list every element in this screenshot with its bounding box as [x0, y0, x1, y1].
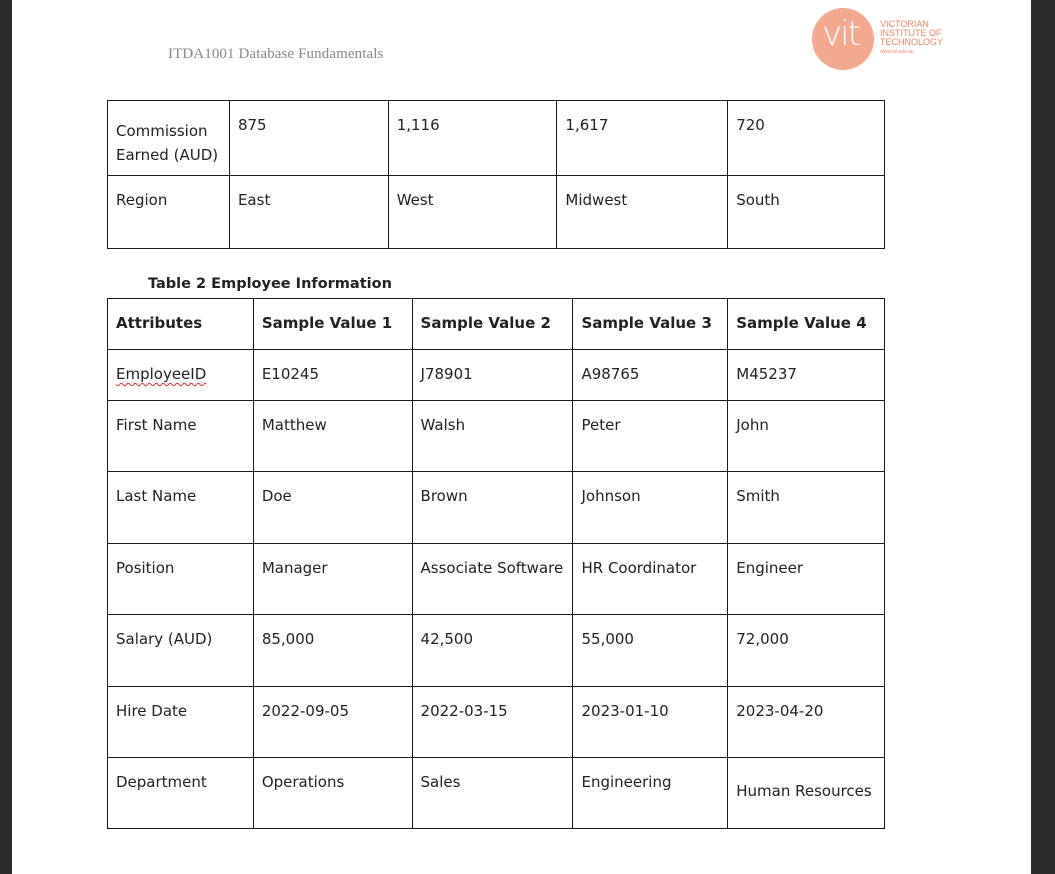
cell: Johnson [573, 472, 728, 544]
cell: 55,000 [573, 615, 728, 687]
cell: South [728, 176, 885, 249]
cell: Manager [253, 544, 412, 615]
document-page [12, 0, 1031, 874]
cell: 875 [229, 101, 388, 176]
logo-url: www.vit.edu.au [880, 49, 914, 55]
cell: 42,500 [412, 615, 573, 687]
header-cell: Sample Value 2 [412, 299, 573, 350]
cell: HR Coordinator [573, 544, 728, 615]
cell: East [229, 176, 388, 249]
header-cell: Attributes [108, 299, 254, 350]
row-label: Salary (AUD) [108, 615, 254, 687]
row-label: Department [108, 758, 254, 829]
table-row [108, 176, 885, 249]
table-row [108, 544, 885, 615]
table-row [108, 615, 885, 687]
course-header: ITDA1001 Database Fundamentals [168, 46, 384, 62]
row-label-text: EmployeeID [116, 365, 207, 383]
cell: 2022-09-05 [253, 687, 412, 758]
cell: Walsh [412, 401, 573, 472]
cell: Midwest [557, 176, 728, 249]
cell: E10245 [253, 350, 412, 401]
cell: Brown [412, 472, 573, 544]
cell: John [728, 401, 885, 472]
cell: 2023-01-10 [573, 687, 728, 758]
table-row [108, 687, 885, 758]
commission-table [107, 100, 885, 249]
header-cell: Sample Value 3 [573, 299, 728, 350]
row-label: Last Name [108, 472, 254, 544]
cell: J78901 [412, 350, 573, 401]
cell: 1,116 [388, 101, 557, 176]
logo-mark: vit [822, 14, 859, 54]
cell: Sales [412, 758, 573, 829]
header-cell: Sample Value 4 [728, 299, 885, 350]
cell: Human Resources [728, 758, 885, 829]
table-row [108, 758, 885, 829]
cell: Associate Software [412, 544, 573, 615]
cell: 2023-04-20 [728, 687, 885, 758]
table-caption: Table 2 Employee Information [148, 276, 392, 292]
cell: A98765 [573, 350, 728, 401]
cell: M45237 [728, 350, 885, 401]
cell: Smith [728, 472, 885, 544]
logo-name: VICTORIAN INSTITUTE OF TECHNOLOGY [880, 19, 944, 47]
table-row [108, 101, 885, 176]
cell: 85,000 [253, 615, 412, 687]
row-label: First Name [108, 401, 254, 472]
row-label: Commission Earned (AUD) [108, 101, 230, 176]
cell: 1,617 [557, 101, 728, 176]
table-row [108, 350, 885, 401]
cell: Engineering [573, 758, 728, 829]
cell: 72,000 [728, 615, 885, 687]
employee-table [107, 298, 885, 829]
table-row [108, 401, 885, 472]
cell: 2022-03-15 [412, 687, 573, 758]
header-cell: Sample Value 1 [253, 299, 412, 350]
row-label: Position [108, 544, 254, 615]
cell: Engineer [728, 544, 885, 615]
row-label: Region [108, 176, 230, 249]
table-header-row [108, 299, 885, 350]
cell: Matthew [253, 401, 412, 472]
table-row [108, 472, 885, 544]
vit-logo [812, 8, 952, 72]
cell: Doe [253, 472, 412, 544]
row-label [108, 350, 254, 401]
row-label: Hire Date [108, 687, 254, 758]
cell: 720 [728, 101, 885, 176]
cell: West [388, 176, 557, 249]
cell: Operations [253, 758, 412, 829]
cell: Peter [573, 401, 728, 472]
